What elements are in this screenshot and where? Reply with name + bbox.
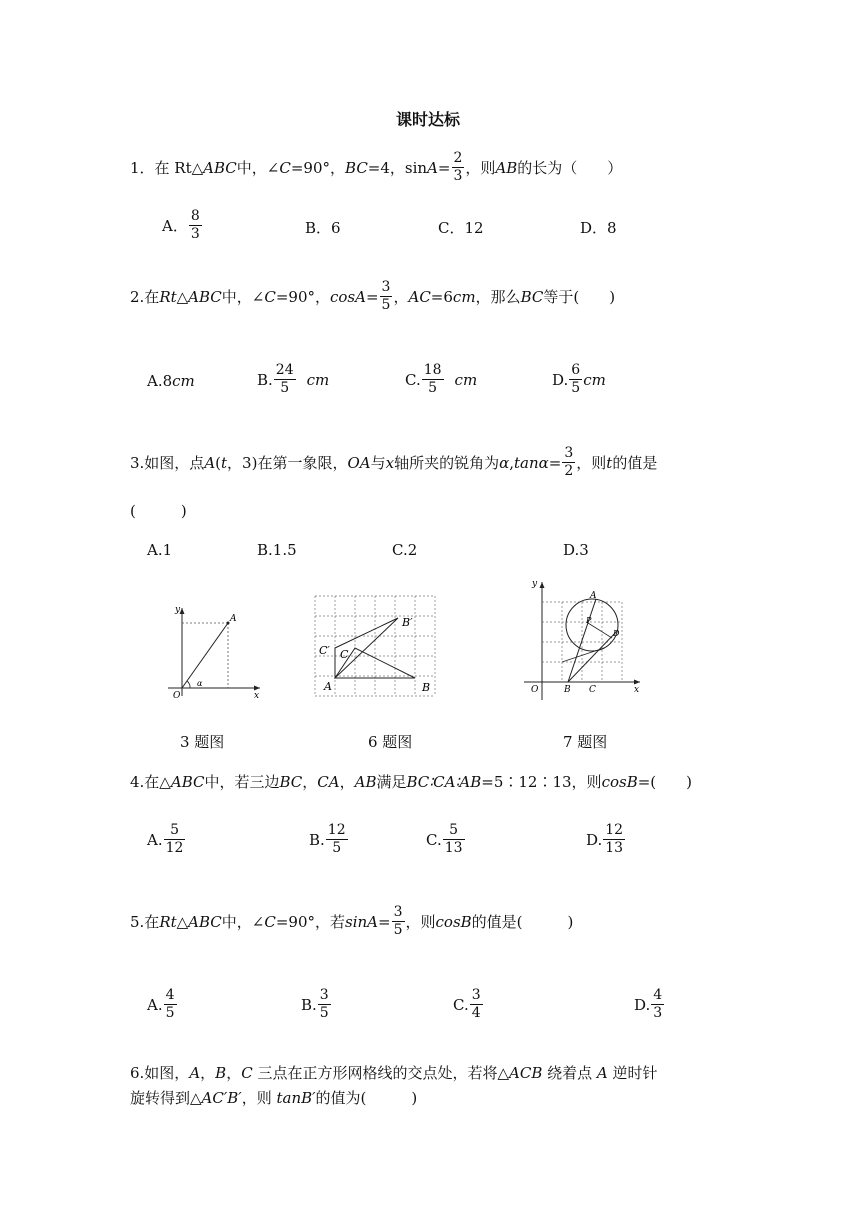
numerator: 12	[605, 822, 624, 838]
q1-text: =90°，	[290, 159, 346, 177]
question-6-line-1	[130, 1062, 658, 1083]
q4-text: ，	[302, 773, 318, 791]
label-x: x	[254, 691, 260, 700]
q1-option-a[interactable]	[162, 208, 203, 243]
q3-text: 3.如图，点	[130, 454, 205, 472]
q4-option-b[interactable]	[309, 822, 349, 857]
figure-7-caption: 7 题图	[563, 733, 608, 751]
option-label: A．	[162, 217, 188, 235]
denominator: 13	[444, 840, 463, 856]
q6-text: 旋转得到△	[130, 1089, 202, 1107]
q3-var: t	[221, 453, 228, 472]
q3-fraction	[562, 445, 575, 480]
q4-var: BC∶CA∶AB	[406, 772, 482, 791]
option-unit: cm	[306, 370, 330, 389]
q5-option-a[interactable]	[147, 987, 178, 1022]
q1-fraction	[452, 150, 465, 185]
q1-text: 1．在 Rt△	[130, 159, 204, 177]
q2-text: 2.在	[130, 288, 160, 306]
label-p: P	[586, 616, 592, 625]
q3-text: 与	[370, 454, 386, 472]
q3-text: (	[215, 453, 222, 472]
q3-var: tanα	[514, 453, 549, 472]
denominator: 3	[453, 168, 463, 184]
figure-3	[160, 596, 270, 700]
q6-var: AC′B′	[201, 1089, 242, 1107]
option-fraction	[651, 987, 664, 1022]
q5-var: C	[264, 912, 276, 931]
q6-text: 绕着点	[542, 1064, 597, 1082]
q1-var: C	[279, 158, 291, 177]
numerator: 5	[443, 822, 465, 840]
q6-text: 的值为( )	[315, 1089, 418, 1107]
q4-var: CA	[317, 772, 340, 791]
q2-option-d[interactable]	[552, 362, 606, 397]
figure-3-caption: 3 题图	[180, 733, 225, 751]
option-label: B.	[257, 370, 273, 389]
q5-option-c[interactable]	[453, 987, 484, 1022]
option-fraction	[326, 822, 348, 857]
option-fraction	[274, 362, 296, 397]
q1-text: 中，∠	[236, 159, 280, 177]
q2-var: cosA	[330, 287, 366, 306]
denominator: 4	[471, 1005, 481, 1021]
q4-option-c[interactable]	[426, 822, 466, 857]
q1-var: ABC	[203, 158, 237, 177]
q5-text: ，则	[405, 913, 436, 931]
q3-text: =	[548, 453, 562, 472]
label-o: O	[173, 691, 181, 700]
option-label: D.	[552, 370, 569, 389]
q1-text: =	[437, 158, 451, 177]
q2-fraction	[380, 279, 393, 314]
question-6-line-2	[130, 1087, 417, 1108]
y-axis-arrow	[180, 608, 185, 614]
q1-text: 的长为（ ）	[517, 159, 623, 177]
q2-text: =90°，	[275, 288, 330, 306]
option-label: D.	[634, 995, 651, 1014]
q2-text: 中，∠	[221, 288, 265, 306]
option-label: A.	[147, 995, 163, 1014]
denominator: 5	[319, 1005, 329, 1021]
line-bd	[568, 630, 618, 682]
q4-option-a[interactable]	[147, 822, 186, 857]
figure-6	[310, 592, 445, 700]
q3-var: OA	[347, 453, 371, 472]
q5-var: cosB	[435, 912, 472, 931]
option-unit: cm	[454, 370, 478, 389]
q6-text: ，	[200, 1064, 216, 1082]
q3-var: t	[606, 453, 613, 472]
grid	[315, 596, 435, 696]
q2-option-c[interactable]	[405, 362, 477, 397]
label-b-prime: B′	[402, 616, 413, 629]
q3-var: A	[204, 453, 216, 472]
q4-var: ABC	[170, 772, 205, 791]
label-c: C	[589, 685, 596, 695]
q5-text: 中，∠	[221, 913, 265, 931]
q1-option-c[interactable]: C．12	[438, 219, 484, 237]
option-label: D.	[586, 830, 603, 849]
label-y: y	[532, 579, 538, 589]
numerator: 6	[571, 362, 581, 378]
q5-var: Rt△ABC	[159, 912, 222, 931]
q3-text: 的值是	[612, 454, 658, 472]
y-axis-arrow	[540, 582, 545, 588]
q2-text: =	[365, 287, 379, 306]
option-label: C.	[453, 995, 469, 1014]
option-unit: cm	[583, 370, 606, 389]
label-c: C	[340, 648, 349, 661]
q2-option-b[interactable]	[257, 362, 329, 397]
option-label: B.	[301, 995, 317, 1014]
q1-option-b[interactable]: B．6	[305, 219, 341, 237]
q2-option-a[interactable]	[147, 372, 195, 390]
q1-var: AB	[495, 158, 518, 177]
q3-var: α	[499, 453, 510, 472]
q6-text: ，则	[241, 1089, 277, 1107]
q4-var: cosB	[601, 772, 638, 791]
q5-fraction	[392, 904, 405, 939]
numerator: 3	[381, 279, 391, 295]
q1-var: BC	[345, 158, 368, 177]
denominator: 13	[605, 840, 624, 856]
q3-option-c[interactable]: C.2	[392, 541, 418, 559]
option-label: B.	[309, 830, 325, 849]
denominator: 5	[165, 1005, 175, 1021]
q6-text: 6.如图，	[130, 1064, 190, 1082]
q3-text: 轴所夹的锐角为	[394, 454, 500, 472]
q2-var: BC	[520, 287, 544, 306]
question-5	[130, 904, 573, 939]
q1-var: A	[427, 158, 438, 177]
label-a: A	[324, 680, 332, 693]
q5-option-d[interactable]	[634, 987, 665, 1022]
option-fraction	[569, 362, 582, 397]
numerator: 2	[453, 150, 463, 166]
q6-var: tanB′	[276, 1089, 316, 1107]
denominator: 3	[190, 226, 200, 242]
option-label: C.	[426, 830, 442, 849]
q3-option-a[interactable]: A.1	[147, 541, 173, 559]
q5-text: 5.在	[130, 913, 160, 931]
q3-option-d[interactable]: D.3	[563, 541, 589, 559]
q2-text: 等于( )	[543, 288, 616, 306]
figure-6-caption: 6 题图	[368, 733, 413, 751]
option-fraction	[189, 208, 202, 243]
figure-7	[518, 578, 648, 704]
denominator: 2	[564, 463, 574, 479]
x-axis-arrow	[254, 686, 260, 691]
denominator: 5	[428, 380, 438, 396]
q4-var: BC	[279, 772, 303, 791]
q3-text: ，则	[576, 454, 607, 472]
q2-text: =6	[430, 287, 453, 306]
q4-text: =( )	[637, 773, 692, 791]
numerator: 8	[190, 208, 200, 224]
q5-text: 的值是( )	[471, 913, 574, 931]
denominator: 12	[165, 840, 184, 856]
denominator: 5	[571, 380, 581, 396]
numerator: 3	[564, 445, 574, 461]
q3-answer-paren: ( )	[130, 502, 187, 520]
option-fraction	[603, 822, 625, 857]
numerator: 3	[393, 904, 403, 920]
angle-arc	[187, 681, 190, 688]
q2-var: Rt△ABC	[159, 287, 222, 306]
numerator: 24	[275, 362, 294, 378]
q2-var: C	[264, 287, 276, 306]
q4-text: 满足	[376, 773, 407, 791]
q6-var: ACB	[509, 1064, 543, 1082]
label-c-prime: C′	[319, 644, 330, 657]
q4-option-d[interactable]	[586, 822, 626, 857]
label-x: x	[634, 685, 640, 695]
q4-text: 4.在△	[130, 773, 171, 791]
q4-text: 中，若三边	[204, 773, 280, 791]
q4-text: ，	[339, 773, 355, 791]
q6-text: ，	[226, 1064, 242, 1082]
q6-var: B	[215, 1064, 227, 1082]
option-fraction	[422, 362, 444, 397]
x-axis-arrow	[634, 680, 640, 685]
numerator: 4	[165, 987, 175, 1003]
denominator: 5	[332, 840, 342, 856]
q5-var: sinA	[345, 912, 378, 931]
q6-var: A	[189, 1064, 201, 1082]
numerator: 4	[653, 987, 663, 1003]
circle	[566, 599, 618, 651]
q2-unit: cm	[452, 287, 476, 306]
denominator: 3	[653, 1005, 663, 1021]
question-2	[130, 279, 615, 314]
numerator: 5	[164, 822, 186, 840]
q1-option-d[interactable]: D．8	[580, 219, 617, 237]
q3-var: x	[385, 453, 395, 472]
question-3	[130, 445, 657, 480]
q5-text: =	[378, 912, 391, 931]
label-y: y	[175, 605, 181, 615]
segment-oa	[182, 623, 228, 688]
q2-text: ，	[393, 288, 409, 306]
q1-text: ，则	[465, 159, 496, 177]
q3-text: ，3)在第一象限，	[227, 454, 348, 472]
numerator: 3	[319, 987, 329, 1003]
question-4	[130, 771, 692, 792]
denominator: 5	[393, 922, 403, 938]
numerator: 3	[471, 987, 481, 1003]
option-fraction	[443, 822, 465, 857]
denominator: 5	[280, 380, 290, 396]
denominator: 5	[381, 297, 391, 313]
label-b: B	[564, 685, 571, 695]
question-1	[130, 150, 622, 185]
numerator: 12	[327, 822, 346, 838]
q3-option-b[interactable]: B.1.5	[257, 541, 297, 559]
q4-text: =5∶12∶13，则	[481, 773, 602, 791]
q2-text: ，那么	[475, 288, 521, 306]
line-p	[588, 623, 612, 638]
q5-text: =90°，若	[275, 913, 345, 931]
line-chord	[562, 648, 604, 662]
label-a: A	[590, 591, 597, 601]
q3-text: ,	[509, 453, 515, 472]
label-o: O	[531, 685, 539, 695]
option-fraction	[164, 987, 177, 1022]
option-unit: cm	[172, 372, 195, 390]
option-fraction	[318, 987, 331, 1022]
q6-text: 逆时针	[607, 1064, 658, 1082]
option-label: C.	[405, 370, 421, 389]
q1-text: =4，sin	[367, 159, 428, 177]
label-d: D	[613, 629, 620, 638]
q2-var: AC	[408, 287, 431, 306]
q4-var: AB	[354, 772, 377, 791]
label-b: B	[422, 681, 431, 694]
label-a: A	[230, 614, 237, 624]
q5-option-b[interactable]	[301, 987, 332, 1022]
q6-var: C	[241, 1064, 253, 1082]
q6-var: A	[596, 1064, 608, 1082]
numerator: 18	[423, 362, 442, 378]
option-fraction	[470, 987, 483, 1022]
page-title: 课时达标	[396, 110, 461, 129]
option-fraction	[164, 822, 186, 857]
option-label: A.	[147, 830, 163, 849]
label-alpha: α	[197, 679, 203, 688]
q6-text: 三点在正方形网格线的交点处，若将△	[252, 1064, 510, 1082]
option-label: A.8	[147, 372, 173, 390]
